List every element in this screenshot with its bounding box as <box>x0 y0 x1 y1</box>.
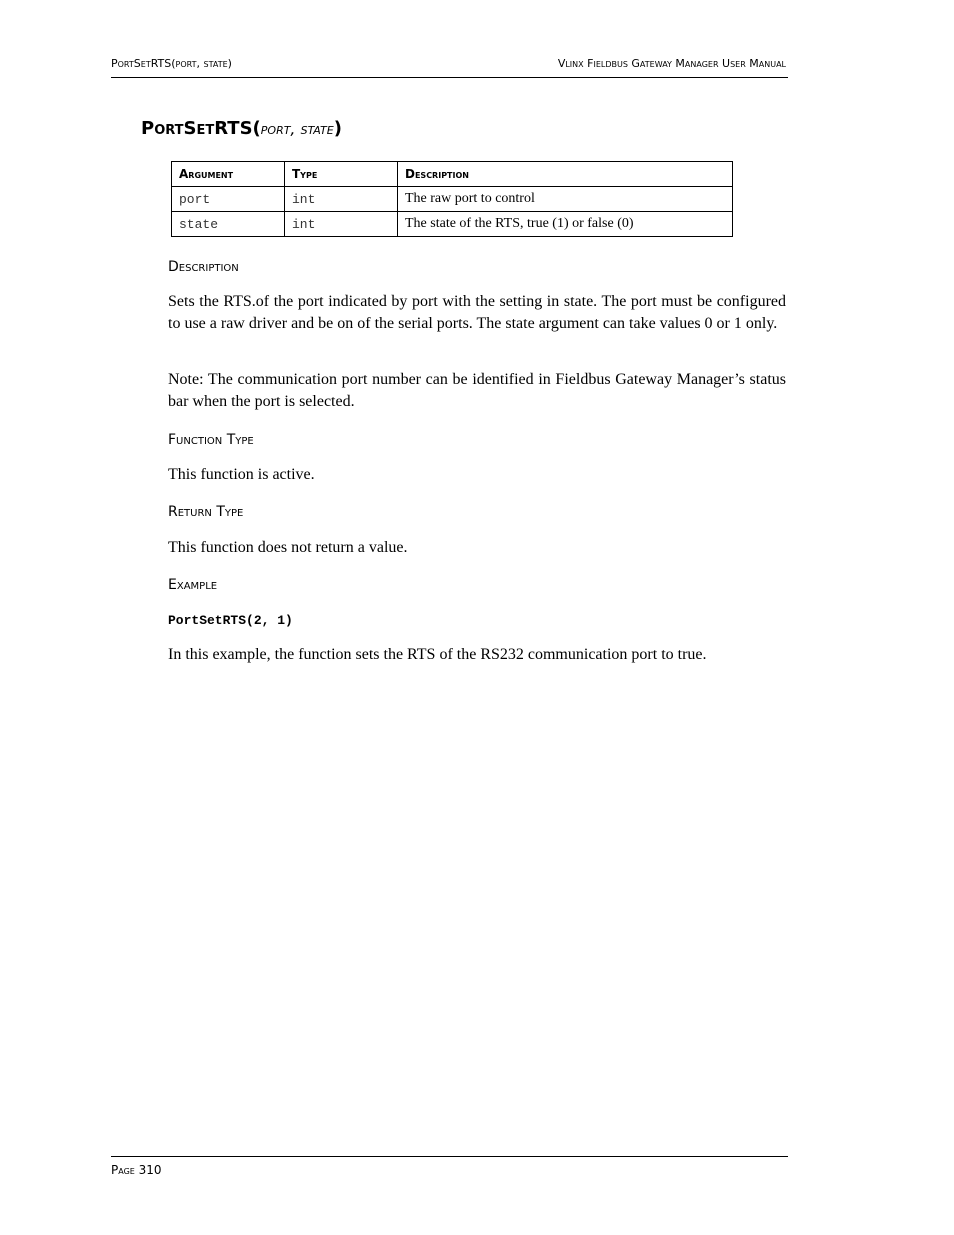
function-close-paren: ) <box>333 118 342 139</box>
table-header-row <box>172 162 733 187</box>
function-type-text: This function is active. <box>168 466 315 483</box>
arguments-table <box>171 161 733 237</box>
column-header-argument: Argument <box>172 162 285 187</box>
page-header <box>111 57 788 78</box>
example-text: In this example, the function sets the RTS of the RS232 communication port to true. <box>168 646 707 663</box>
return-type-text: This function does not return a value. <box>168 539 408 556</box>
column-header-type: Type <box>285 162 398 187</box>
table-row <box>172 187 733 212</box>
return-type-heading: Return Type <box>168 504 244 520</box>
description-cell: The state of the RTS, true (1) or false (0) <box>398 212 733 237</box>
table-row <box>172 212 733 237</box>
description-heading: Description <box>168 259 239 275</box>
description-cell: The raw port to control <box>398 187 733 212</box>
function-title <box>141 118 342 139</box>
type-cell: int <box>285 212 398 237</box>
example-code: PortSetRTS(2, 1) <box>168 613 293 628</box>
header-left-title: PortSetRTS(port, state) <box>111 57 232 70</box>
header-manual-title: Vlinx Fieldbus Gateway Manager User Manual <box>557 57 786 70</box>
page-number: Page 310 <box>111 1163 162 1177</box>
column-header-description: Description <box>398 162 733 187</box>
page-footer <box>111 1156 788 1177</box>
example-heading: Example <box>168 577 218 593</box>
description-paragraph: Sets the RTS.of the port indicated by port with the setting in state. The port must be configured to use a raw driver and be on of the serial ports. The state argument can take values 0 or 1 only. <box>168 293 786 332</box>
note-paragraph: Note: The communication port number can be identified in Fieldbus Gateway Manager’s status bar when the port is selected. <box>168 371 786 410</box>
function-type-heading: Function Type <box>168 432 254 448</box>
argument-cell: state <box>172 212 285 237</box>
function-name: PortSetRTS( <box>141 118 261 139</box>
argument-cell: port <box>172 187 285 212</box>
function-params: port, state <box>260 119 334 138</box>
type-cell: int <box>285 187 398 212</box>
